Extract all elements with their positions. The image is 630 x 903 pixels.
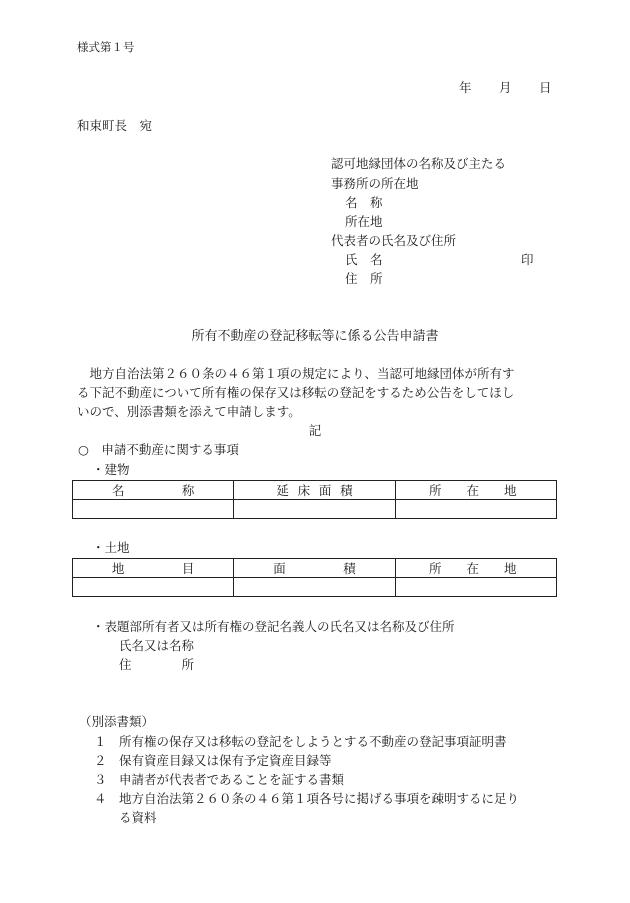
section-heading: ○ 申請不動産に関する事項 xyxy=(78,442,239,457)
org-label-line-2: 事務所の所在地 xyxy=(331,176,419,191)
land-area-cell[interactable] xyxy=(234,578,395,597)
land-table xyxy=(72,558,557,597)
owner-name-label: 氏名又は名称 xyxy=(119,638,195,653)
land-col-category: 地 目 xyxy=(73,559,234,578)
representative-address-label: 住 所 xyxy=(345,271,383,286)
org-label-line-1: 認可地縁団体の名称及び主たる xyxy=(331,156,507,171)
owner-address-label: 住 所 xyxy=(119,657,195,672)
building-floor-area-cell[interactable] xyxy=(234,500,395,519)
building-location-cell[interactable] xyxy=(395,500,556,519)
building-col-location: 所 在 地 xyxy=(395,481,556,500)
attachment-item: 所有権の保存又は移転の登記をしようとする不動産の登記事項証明書 xyxy=(119,734,507,749)
attachment-number: ３ xyxy=(94,772,107,787)
body-line: いので、別添書類を添えて申請します。 xyxy=(77,404,301,419)
attachment-item-continuation: る資料 xyxy=(119,810,157,825)
date-month-label: 月 xyxy=(499,80,512,95)
table-header-row xyxy=(73,481,557,500)
land-location-cell[interactable] xyxy=(395,578,556,597)
document-title: 所有不動産の登記移転等に係る公告申請書 xyxy=(191,329,439,344)
representative-name-label: 氏 名 xyxy=(345,252,383,267)
date-year-label: 年 xyxy=(459,80,472,95)
body-line: る下記不動産について所有権の保存又は移転の登記をするため公告をしてほし xyxy=(77,385,515,400)
body-paragraph xyxy=(77,364,555,421)
building-name-cell[interactable] xyxy=(73,500,234,519)
building-table xyxy=(72,480,557,519)
attachment-item: 申請者が代表者であることを証する書類 xyxy=(119,772,345,787)
land-col-area: 面 積 xyxy=(234,559,395,578)
org-name-label: 名 称 xyxy=(345,195,383,210)
attachment-number: ２ xyxy=(94,753,107,768)
date-day-label: 日 xyxy=(539,80,552,95)
building-label: ・建物 xyxy=(92,462,130,477)
owner-heading: ・表題部所有者又は所有権の登記名義人の氏名又は名称及び住所 xyxy=(92,619,455,634)
attachment-number: ４ xyxy=(94,791,107,806)
building-col-floor-area: 延床面積 xyxy=(234,481,395,500)
attachments-heading: （別添書類） xyxy=(79,714,155,729)
attachment-item: 地方自治法第２６０条の４６第１項各号に掲げる事項を疎明するに足り xyxy=(119,791,520,806)
ki-heading: 記 xyxy=(308,423,322,438)
body-line: 地方自治法第２６０条の４６第１項の規定により、当認可地縁団体が所有す xyxy=(77,366,515,381)
land-col-location: 所 在 地 xyxy=(395,559,556,578)
seal-mark: 印 xyxy=(521,252,534,267)
land-category-cell[interactable] xyxy=(73,578,234,597)
table-row xyxy=(73,578,557,597)
table-row xyxy=(73,500,557,519)
org-address-label: 所在地 xyxy=(345,214,383,229)
addressee: 和束町長 宛 xyxy=(77,118,153,133)
attachment-number: １ xyxy=(94,734,107,749)
attachment-item: 保有資産目録又は保有予定資産目録等 xyxy=(119,753,332,768)
form-number: 様式第１号 xyxy=(77,40,135,54)
representative-label: 代表者の氏名及び住所 xyxy=(331,233,457,248)
table-header-row xyxy=(73,559,557,578)
building-col-name: 名 称 xyxy=(73,481,234,500)
land-label: ・土地 xyxy=(92,540,130,555)
